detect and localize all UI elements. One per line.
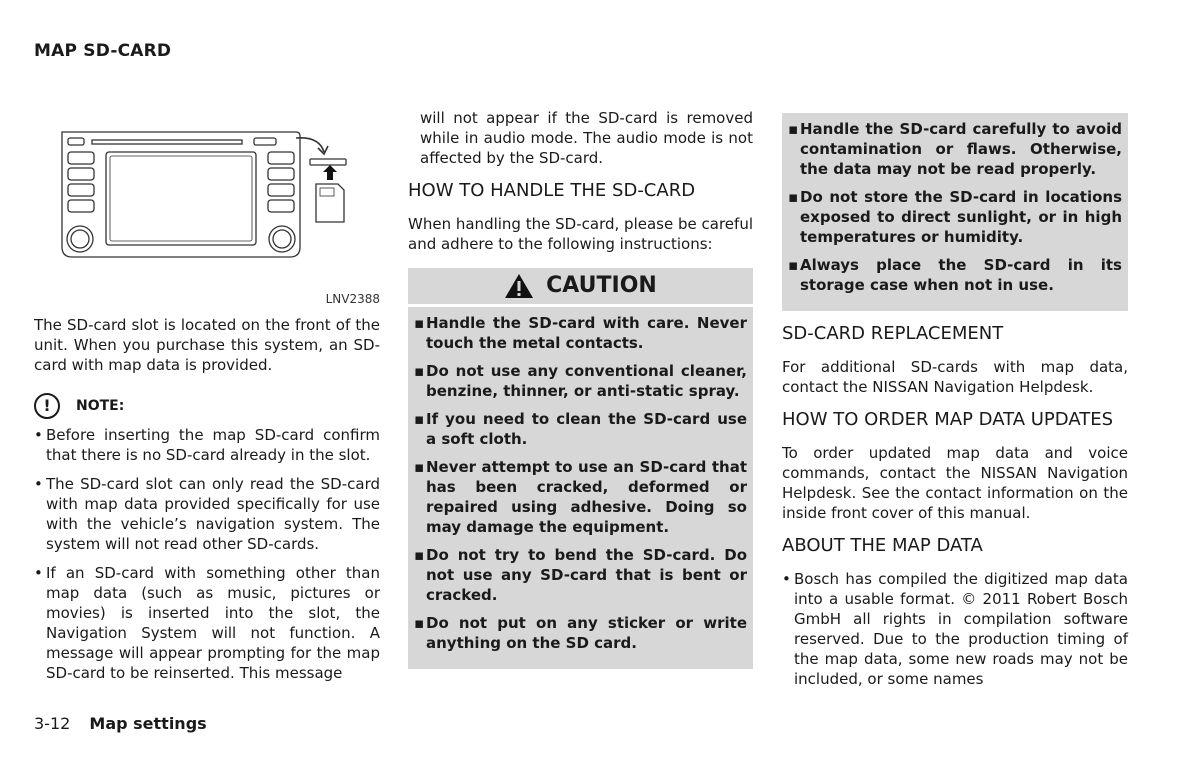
caution-item: ▪ Do not put on any sticker or write anything on the SD card. bbox=[414, 613, 747, 653]
intro-paragraph: The SD-card slot is located on the front of the unit. When you purchase this system, an SD-card with map data is provided. bbox=[34, 316, 380, 374]
figure-label: LNV2388 bbox=[325, 292, 380, 306]
order-paragraph: To order updated map data and voice commands, contact the NISSAN Navigation Helpdesk. See the contact information on the inside front cover of this manual. bbox=[782, 444, 1128, 522]
caution-item: ▪ Never attempt to use an SD-card that has been cracked, deformed or repaired using adhesive. Doing so may damage the equipment. bbox=[414, 457, 747, 537]
exclamation-icon: ! bbox=[34, 393, 60, 419]
caution-item: ▪ Handle the SD-card carefully to avoid contamination or flaws. Otherwise, the data may not be read properly. bbox=[788, 119, 1122, 179]
note-item: • The SD-card slot can only read the SD-card with map data provided specifically for use with the vehicle’s navigation system. The system will not read other SD-cards. bbox=[34, 474, 380, 554]
about-list bbox=[782, 569, 1128, 689]
page-number: 3-12 bbox=[34, 714, 71, 733]
about-item: • Bosch has compiled the digitized map data into a usable format. © 2011 Robert Bosch GmbH all rights in compilation software reserved. Due to the production timing of the map data, some new roads may not be included, or some names bbox=[782, 569, 1128, 689]
section-heading-order: HOW TO ORDER MAP DATA UPDATES bbox=[782, 409, 1114, 430]
note-item: • Before inserting the map SD-card confirm that there is no SD-card already in the slot. bbox=[34, 425, 380, 465]
section-name: Map settings bbox=[89, 714, 207, 733]
warning-triangle-icon bbox=[504, 273, 534, 299]
caution-item: ▪ Do not store the SD-card in locations exposed to direct sunlight, or in high temperatures or humidity. bbox=[788, 187, 1122, 247]
note-title: NOTE: bbox=[76, 398, 125, 414]
caution-item: ▪ Handle the SD-card with care. Never touch the metal contacts. bbox=[414, 313, 747, 353]
caution-item: ▪ Do not try to bend the SD-card. Do not use any SD-card that is bent or cracked. bbox=[414, 545, 747, 605]
note-heading bbox=[34, 393, 380, 419]
caution-title: CAUTION bbox=[546, 273, 657, 298]
column-1 bbox=[34, 112, 380, 692]
replacement-paragraph: For additional SD-cards with map data, contact the NISSAN Navigation Helpdesk. bbox=[782, 358, 1128, 396]
head-unit-illustration bbox=[34, 112, 380, 287]
column-2 bbox=[408, 108, 753, 669]
head-unit-figure bbox=[34, 112, 380, 287]
section-heading-replacement: SD-CARD REPLACEMENT bbox=[782, 323, 1004, 344]
caution-item: ▪ If you need to clean the SD-card use a soft cloth. bbox=[414, 409, 747, 449]
caution-list bbox=[408, 307, 753, 669]
section-heading-handle: HOW TO HANDLE THE SD-CARD bbox=[408, 180, 696, 201]
caution-list-continued bbox=[782, 113, 1128, 311]
note-item: • If an SD-card with something other than map data (such as music, pictures or movies) is inserted into the slot, the Navigation System will not function. A message will appear prompting for the map SD-card to be reinserted. This message bbox=[34, 563, 380, 683]
page-footer bbox=[34, 714, 207, 733]
continuation-paragraph: will not appear if the SD-card is removed while in audio mode. The audio mode is not affected by the SD-card. bbox=[420, 109, 753, 167]
caution-box-continued bbox=[782, 113, 1128, 311]
caution-item: ▪ Do not use any conventional cleaner, benzine, thinner, or anti-static spray. bbox=[414, 361, 747, 401]
section-heading-about: ABOUT THE MAP DATA bbox=[782, 535, 983, 556]
handle-intro-paragraph: When handling the SD-card, please be careful and adhere to the following instructions: bbox=[408, 215, 753, 253]
caution-box bbox=[408, 268, 753, 669]
caution-item: ▪ Always place the SD-card in its storage case when not in use. bbox=[788, 255, 1122, 295]
caution-heading bbox=[408, 268, 753, 307]
column-3 bbox=[782, 113, 1128, 698]
page-header: MAP SD-CARD bbox=[34, 41, 172, 61]
note-list bbox=[34, 425, 380, 683]
